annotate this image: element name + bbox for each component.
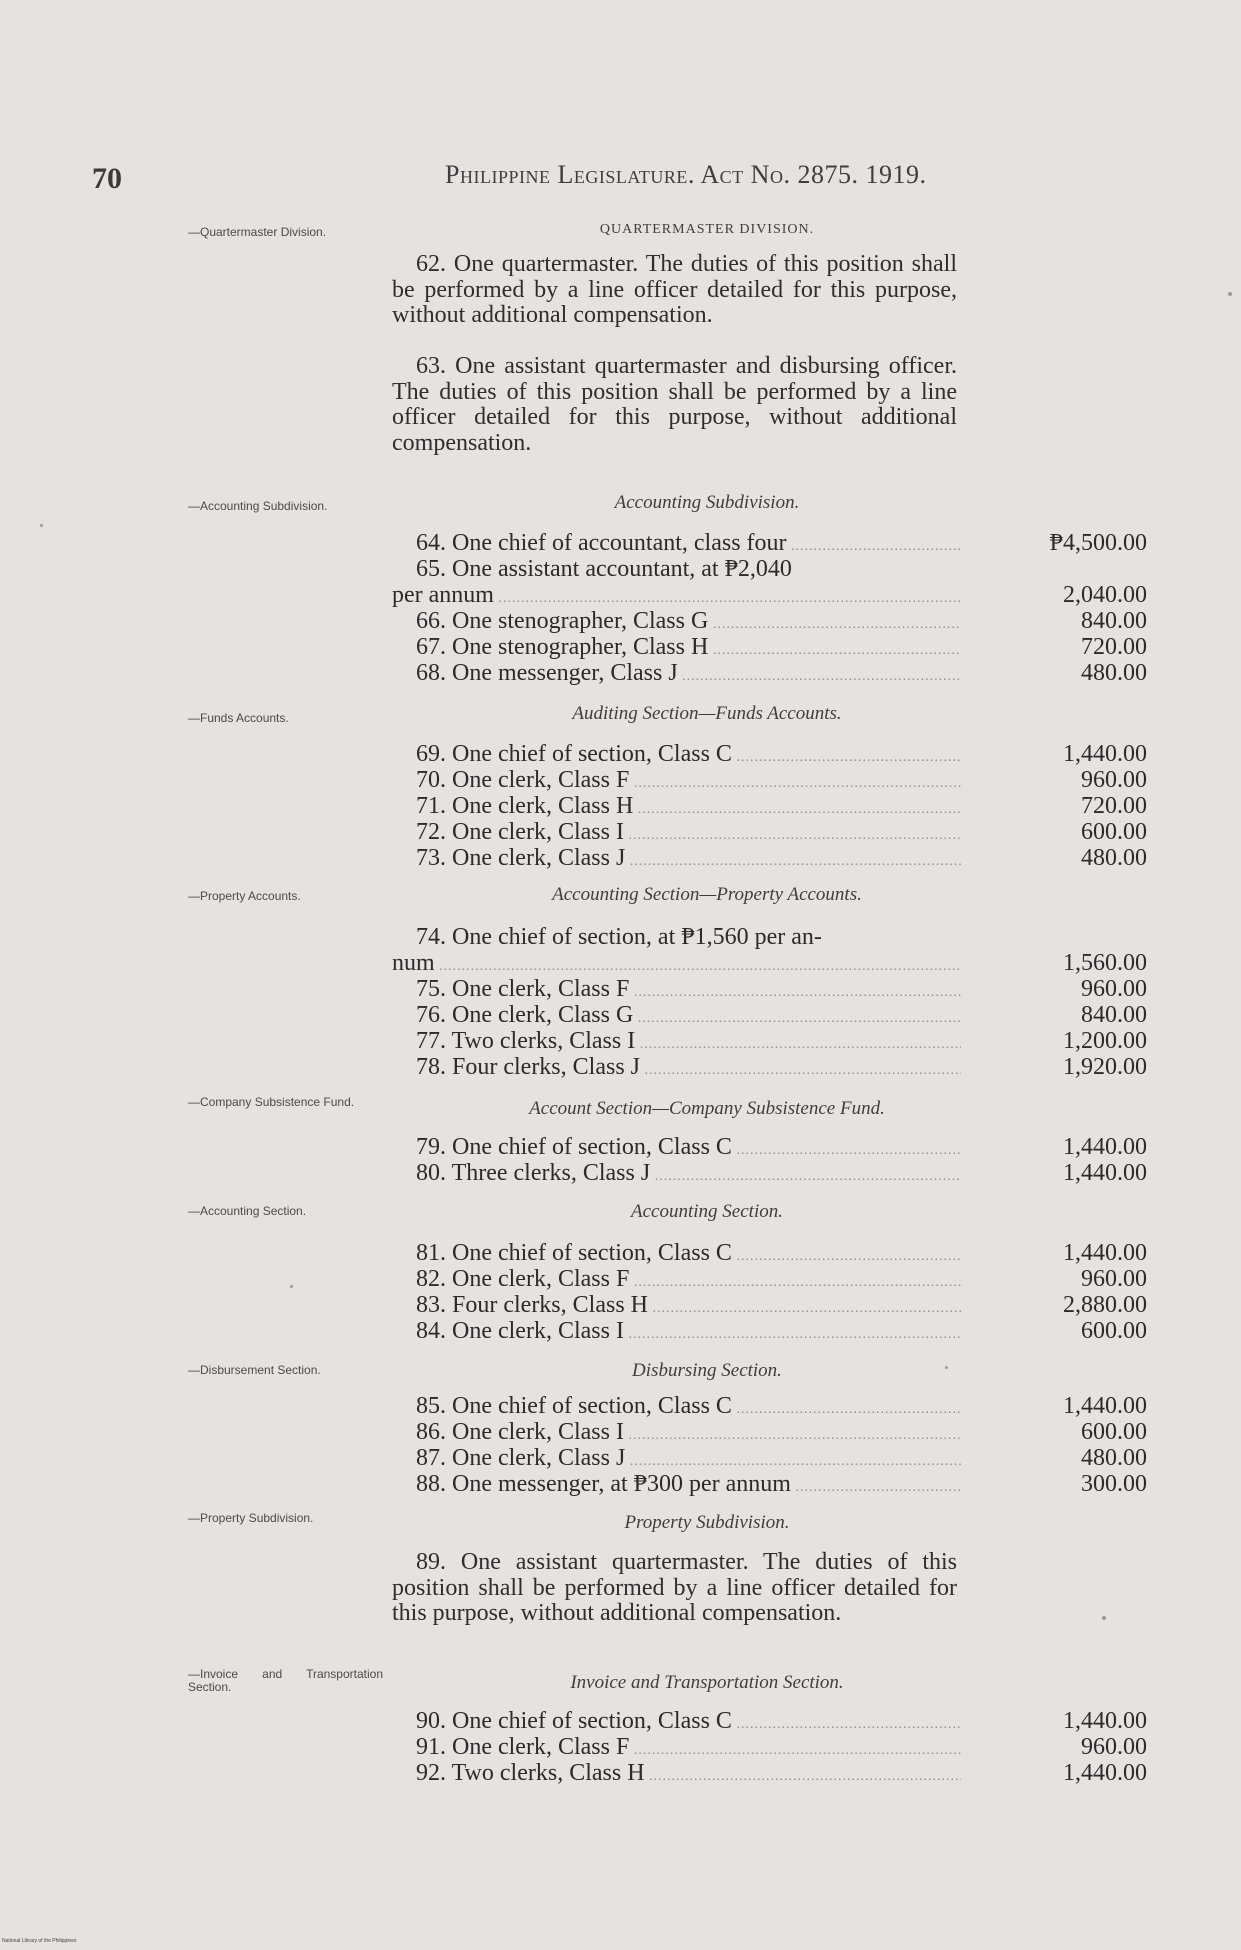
heading-property-subdivision: Property Subdivision. <box>624 1512 790 1533</box>
scan-footer-credit: National Library of the Philippines <box>2 1938 77 1944</box>
scan-speck <box>290 1285 293 1288</box>
entry-65-text: 65. One assistant accountant, at ₱2,040 <box>416 556 792 582</box>
entry-92 <box>392 1760 1147 1786</box>
entry-75-amount: 960.00 <box>1081 976 1147 1002</box>
paragraph-89-text: 89. One assistant quartermaster. The duties of this position shall be performed by a line officer detailed for this purpose, without additional compensation. <box>392 1549 957 1626</box>
heading-accounting-section: Accounting Section. <box>631 1201 783 1222</box>
entry-78-amount: 1,920.00 <box>1063 1054 1147 1080</box>
entry-79-amount: 1,440.00 <box>1063 1134 1147 1160</box>
entry-91-text: 91. One clerk, Class F ..... <box>416 1734 961 1764</box>
entry-65-text-cont: per annum ..... <box>392 582 961 612</box>
entry-64-amount: ₱4,500.00 <box>1049 530 1147 556</box>
entry-65-line1 <box>392 556 1147 582</box>
entry-90 <box>392 1708 1147 1734</box>
entry-67-amount: 720.00 <box>1081 634 1147 660</box>
entry-77-amount: 1,200.00 <box>1063 1028 1147 1054</box>
entry-87 <box>392 1445 1147 1471</box>
entry-74-text-cont: num ..... <box>392 950 961 980</box>
entry-87-text: 87. One clerk, Class J ..... <box>416 1445 961 1475</box>
entry-82 <box>392 1266 1147 1292</box>
entry-77 <box>392 1028 1147 1054</box>
entry-74-line2 <box>392 950 1147 976</box>
entry-80 <box>392 1160 1147 1186</box>
entry-83-amount: 2,880.00 <box>1063 1292 1147 1318</box>
sidenote-funds-accounts: —Funds Accounts. <box>188 711 289 725</box>
sidenote-accounting-subdivision: —Accounting Subdivision. <box>188 499 328 513</box>
entry-81-text: 81. One chief of section, Class C ..... <box>416 1240 961 1270</box>
entry-66-text: 66. One stenographer, Class G ..... <box>416 608 961 638</box>
entry-90-text: 90. One chief of section, Class C ..... <box>416 1708 961 1738</box>
entry-82-amount: 960.00 <box>1081 1266 1147 1292</box>
entry-65-line2 <box>392 582 1147 608</box>
entry-72-text: 72. One clerk, Class I ..... <box>416 819 961 849</box>
scan-speck <box>945 1366 948 1369</box>
paragraph-63 <box>392 354 957 456</box>
entry-69 <box>392 741 1147 767</box>
entry-76 <box>392 1002 1147 1028</box>
heading-quartermaster-division: QUARTERMASTER DIVISION. <box>599 222 815 237</box>
entry-86 <box>392 1419 1147 1445</box>
entry-85-amount: 1,440.00 <box>1063 1393 1147 1419</box>
entry-74-text: 74. One chief of section, at ₱1,560 per an- <box>416 924 822 950</box>
entry-77-text: 77. Two clerks, Class I ..... <box>416 1028 961 1058</box>
entry-86-text: 86. One clerk, Class I ..... <box>416 1419 961 1449</box>
entry-79 <box>392 1134 1147 1160</box>
entry-91 <box>392 1734 1147 1760</box>
entry-66 <box>392 608 1147 634</box>
entry-83 <box>392 1292 1147 1318</box>
sidenote-accounting-section: —Accounting Section. <box>188 1204 307 1218</box>
entry-70-text: 70. One clerk, Class F ..... <box>416 767 961 797</box>
heading-disbursing-section: Disbursing Section. <box>632 1360 782 1381</box>
entry-80-amount: 1,440.00 <box>1063 1160 1147 1186</box>
entry-79-text: 79. One chief of section, Class C ..... <box>416 1134 961 1164</box>
entry-86-amount: 600.00 <box>1081 1419 1147 1445</box>
heading-invoice-transportation: Invoice and Transportation Section. <box>570 1672 844 1693</box>
entry-73-amount: 480.00 <box>1081 845 1147 871</box>
entry-71-amount: 720.00 <box>1081 793 1147 819</box>
entry-75 <box>392 976 1147 1002</box>
entry-76-amount: 840.00 <box>1081 1002 1147 1028</box>
entry-83-text: 83. Four clerks, Class H ..... <box>416 1292 961 1322</box>
entry-90-amount: 1,440.00 <box>1063 1708 1147 1734</box>
entry-92-text: 92. Two clerks, Class H ..... <box>416 1760 961 1790</box>
entry-71 <box>392 793 1147 819</box>
heading-funds-accounts: Auditing Section—Funds Accounts. <box>572 703 842 724</box>
entry-85 <box>392 1393 1147 1419</box>
entry-80-text: 80. Three clerks, Class J ..... <box>416 1160 961 1190</box>
entry-88-amount: 300.00 <box>1081 1471 1147 1497</box>
entry-72 <box>392 819 1147 845</box>
paragraph-63-text: 63. One assistant quartermaster and disbursing officer. The duties of this position shall be performed by a line officer detailed for this purpose, without additional compensation. <box>392 353 957 456</box>
entry-85-text: 85. One chief of section, Class C ..... <box>416 1393 961 1423</box>
page-number: 70 <box>92 162 122 195</box>
entry-73 <box>392 845 1147 871</box>
entry-88 <box>392 1471 1147 1497</box>
entry-67 <box>392 634 1147 660</box>
sidenote-disbursement-section: —Disbursement Section. <box>188 1363 321 1377</box>
sidenote-property-subdivision: —Property Subdivision. <box>188 1511 314 1525</box>
paragraph-89 <box>392 1550 957 1627</box>
entry-81 <box>392 1240 1147 1266</box>
scan-speck <box>1102 1616 1106 1620</box>
entry-78-text: 78. Four clerks, Class J ..... <box>416 1054 961 1084</box>
entry-70 <box>392 767 1147 793</box>
entry-67-text: 67. One stenographer, Class H ..... <box>416 634 961 664</box>
sidenote-quartermaster: —Quartermaster Division. <box>188 225 327 239</box>
entry-78 <box>392 1054 1147 1080</box>
entry-81-amount: 1,440.00 <box>1063 1240 1147 1266</box>
entry-74-amount: 1,560.00 <box>1063 950 1147 976</box>
entry-68-amount: 480.00 <box>1081 660 1147 686</box>
sidenote-property-accounts: —Property Accounts. <box>188 889 301 903</box>
entry-71-text: 71. One clerk, Class H ..... <box>416 793 961 823</box>
paragraph-62 <box>392 252 957 329</box>
entry-74-line1 <box>392 924 1147 950</box>
entry-65-amount: 2,040.00 <box>1063 582 1147 608</box>
entry-91-amount: 960.00 <box>1081 1734 1147 1760</box>
paragraph-62-text: 62. One quartermaster. The duties of this position shall be performed by a line officer detailed for this purpose, without additional compensation. <box>392 251 957 328</box>
entry-64-text: 64. One chief of accountant, class four ..... <box>416 530 961 560</box>
running-head: Philippine Legislature. Act No. 2875. 1919. <box>445 160 927 189</box>
entry-84-amount: 600.00 <box>1081 1318 1147 1344</box>
heading-property-accounts: Accounting Section—Property Accounts. <box>552 884 862 905</box>
sidenote-invoice-transportation: —Invoice and Transportation Section. <box>188 1667 383 1694</box>
scan-speck <box>1228 292 1232 296</box>
entry-70-amount: 960.00 <box>1081 767 1147 793</box>
entry-69-amount: 1,440.00 <box>1063 741 1147 767</box>
scan-speck <box>40 524 43 527</box>
entry-75-text: 75. One clerk, Class F ..... <box>416 976 961 1006</box>
entry-76-text: 76. One clerk, Class G ..... <box>416 1002 961 1032</box>
entry-69-text: 69. One chief of section, Class C ..... <box>416 741 961 771</box>
entry-84 <box>392 1318 1147 1344</box>
entry-68 <box>392 660 1147 686</box>
entry-87-amount: 480.00 <box>1081 1445 1147 1471</box>
entry-92-amount: 1,440.00 <box>1063 1760 1147 1786</box>
entry-88-text: 88. One messenger, at ₱300 per annum ..... <box>416 1471 961 1501</box>
sidenote-company-subsistence: —Company Subsistence Fund. <box>188 1095 355 1109</box>
entry-64 <box>392 530 1147 556</box>
entry-68-text: 68. One messenger, Class J ..... <box>416 660 961 690</box>
entry-72-amount: 600.00 <box>1081 819 1147 845</box>
entry-73-text: 73. One clerk, Class J ..... <box>416 845 961 875</box>
entry-82-text: 82. One clerk, Class F ..... <box>416 1266 961 1296</box>
entry-84-text: 84. One clerk, Class I ..... <box>416 1318 961 1348</box>
heading-accounting-subdivision: Accounting Subdivision. <box>614 492 800 513</box>
heading-company-subsistence: Account Section—Company Subsistence Fund. <box>529 1098 885 1119</box>
entry-66-amount: 840.00 <box>1081 608 1147 634</box>
